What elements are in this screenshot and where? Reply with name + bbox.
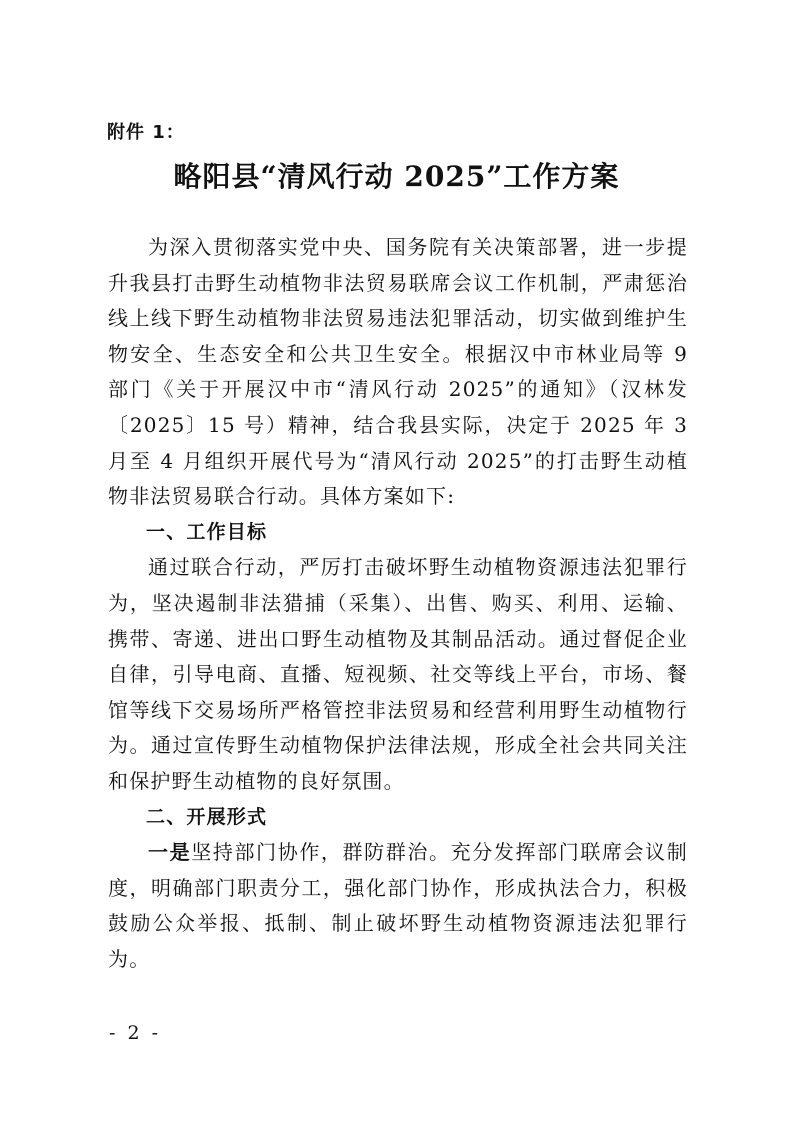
item-1-text: 坚持部门协作，群防群治。充分发挥部门联席会议制度，明确部门职责分工，强化部门协作，形成执法合力，积极鼓励公众举报、抵制、制止破坏野生动植物资源违法犯罪行为。: [108, 840, 688, 971]
implementation-item-1: [108, 835, 688, 977]
attachment-label: 附件 1：: [107, 122, 185, 143]
section-heading-implementation-forms: 二、开展形式: [146, 805, 268, 828]
document-body: [108, 230, 688, 977]
section-heading-work-goals: 一、工作目标: [146, 520, 268, 543]
document-title: 略阳县“清风行动 2025”工作方案: [173, 160, 620, 193]
intro-paragraph: 为深入贯彻落实党中央、国务院有关决策部署，进一步提升我县打击野生动植物非法贸易联席会议工作机制，严肃惩治线上线下野生动植物非法贸易违法犯罪活动，切实做到维护生物安全、生态安全和公共卫生安全。根据汉中市林业局等 9 部门《关于开展汉中市“清风行动 2025”的通知》（汉林发〔2025〕15 号）精神，结合我县实际，决定于 2025 年 3 月至 4 月组织开展代号为“清风行动 2025”的打击野生动植物非法贸易联合行动。具体方案如下:: [108, 235, 689, 509]
work-goals-paragraph: 通过联合行动，严厉打击破坏野生动植物资源违法犯罪行为，坚决遏制非法猎捕（采集）、出售、购买、利用、运输、携带、寄递、进出口野生动植物及其制品活动。通过督促企业自律，引导电商、直播、短视频、社交等线上平台，市场、餐馆等线下交易场所严格管控非法贸易和经营利用野生动植物行为。通过宣传野生动植物保护法律法规，形成全社会共同关注和保护野生动植物的良好氛围。: [108, 555, 688, 793]
item-1-lead: 一是: [148, 840, 192, 865]
page-number: - 2 -: [109, 1022, 162, 1044]
